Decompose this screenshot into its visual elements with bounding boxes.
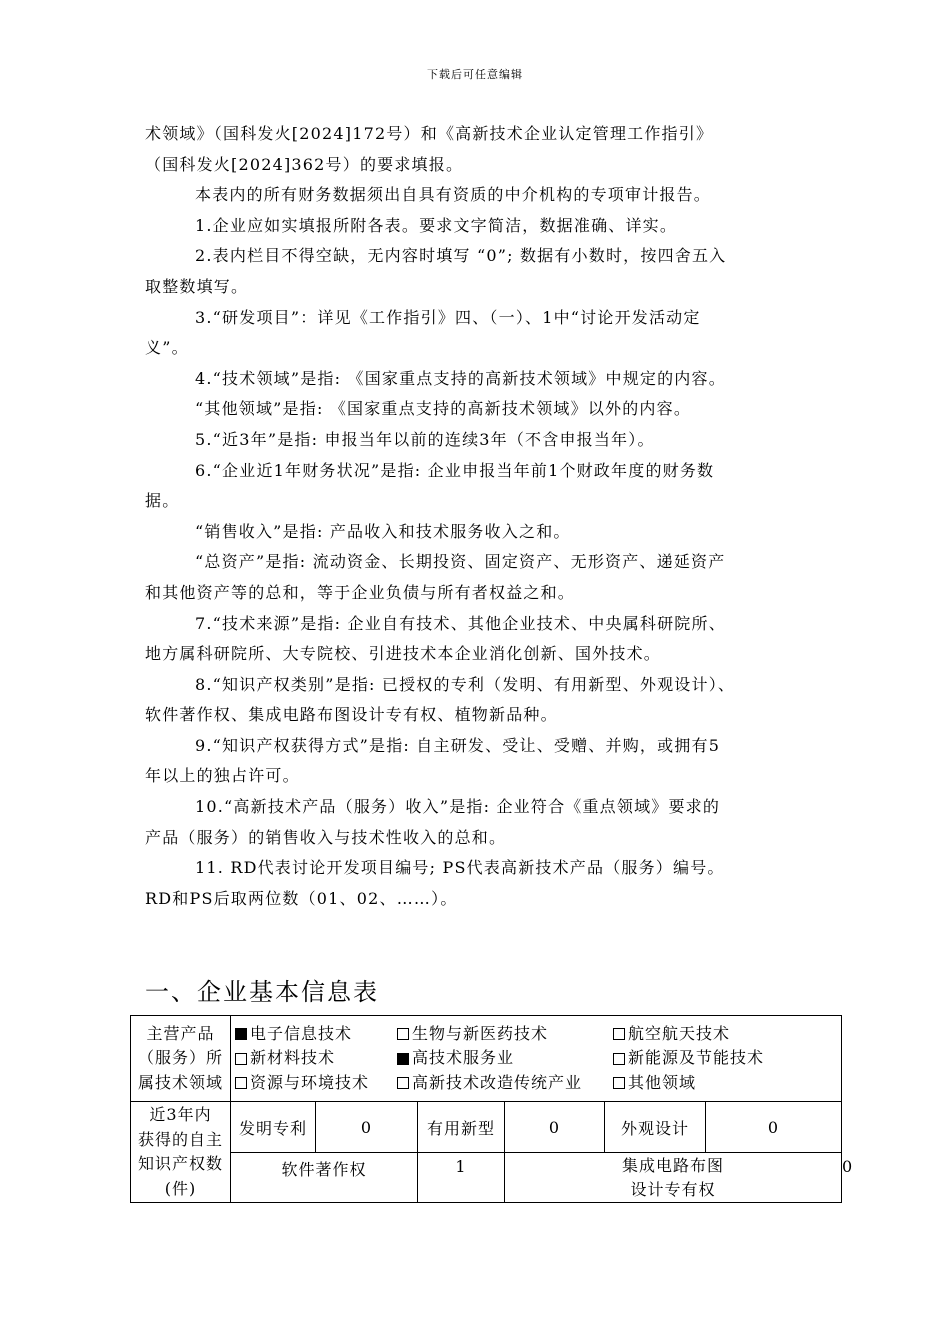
- text-line: “总资产”是指: 流动资金、长期投资、固定资产、无形资产、递延资产: [195, 552, 726, 572]
- software-copyright-value[interactable]: 1: [418, 1153, 505, 1203]
- text-line: 地方属科研院所、大专院校、引进技术本企业消化创新、国外技术。: [145, 644, 662, 664]
- design-patent-label: 外观设计: [605, 1102, 706, 1152]
- text-line: “其他领域”是指: 《国家重点支持的高新技术领域》以外的内容。: [195, 399, 692, 419]
- text-line: 术领域》（国科发火[2024]172号）和《高新技术企业认定管理工作指引》: [145, 124, 714, 143]
- design-patent-cell: [605, 1102, 842, 1153]
- checkbox[interactable]: [613, 1077, 625, 1089]
- section-title: 一、企业基本信息表: [145, 978, 379, 1006]
- field-option[interactable]: 高新技术改造传统产业: [397, 1071, 613, 1096]
- text-line: 8.“知识产权类别”是指: 已授权的专利（发明、有用新型、外观设计）、: [195, 674, 736, 694]
- field-option[interactable]: 高技术服务业: [397, 1046, 613, 1071]
- enterprise-info-table: 主营产品 （服务）所 属技术领域 电子信息技术 生物与新医药技术 航空航天技术 新材料技术 高技术服务业 新能源及节能技术 资源与环境技术 高新技术改造传统产业 其他领域 近3年内 获得的自主 知识产权数 (件) 发明专利 0 有用新型 0 外观设计 0 软件著作权 1 集成电路布图 设计专有权 0: [130, 1015, 842, 1203]
- field-option[interactable]: 生物与新医药技术: [397, 1022, 613, 1047]
- design-patent-value[interactable]: 0: [767, 1117, 780, 1137]
- text-line: 3.“研发项目”：详见《工作指引》四、（一）、1中“讨论开发活动定: [195, 307, 701, 327]
- invention-patent-value[interactable]: 0: [316, 1102, 418, 1153]
- text-line: 本表内的所有财务数据须出自具有资质的中介机构的专项审计报告。: [195, 185, 712, 205]
- field-option[interactable]: 其他领域: [613, 1071, 843, 1096]
- text-line: 5.“近3年”是指: 申报当年以前的连续3年（不含申报当年）。: [195, 429, 655, 449]
- checkbox[interactable]: [397, 1028, 409, 1040]
- text-line: 2.表内栏目不得空缺，无内容时填写 “0”; 数据有小数时，按四舍五入: [195, 246, 727, 266]
- text-line: 年以上的独占许可。: [145, 766, 300, 786]
- software-copyright-label: 软件著作权: [231, 1153, 418, 1203]
- text-line: 6.“企业近1年财务状况”是指: 企业申报当年前1个财政年度的财务数: [195, 460, 715, 480]
- text-line: 4.“技术领域”是指: 《国家重点支持的高新技术领域》中规定的内容。: [195, 368, 726, 388]
- text-line: 1.企业应如实填报所附各表。要求文字简洁，数据准确、详实。: [195, 215, 678, 235]
- field-option[interactable]: 新能源及节能技术: [613, 1046, 843, 1071]
- checkbox[interactable]: [613, 1053, 625, 1065]
- text-line: （国科发火[2024]362号）的要求填报。: [145, 154, 464, 174]
- text-line: 软件著作权、集成电路布图设计专有权、植物新品种。: [145, 705, 558, 725]
- text-line: 7.“技术来源”是指: 企业自有技术、其他企业技术、中央属科研院所、: [195, 613, 726, 633]
- invention-patent-label: 发明专利: [231, 1102, 316, 1153]
- field-option[interactable]: 新材料技术: [235, 1046, 397, 1071]
- text-line: “销售收入”是指: 产品收入和技术服务收入之和。: [195, 521, 571, 541]
- page-header-note: 下载后可任意编辑: [427, 68, 523, 81]
- checkbox[interactable]: [235, 1077, 247, 1089]
- text-line: 10.“高新技术产品（服务）收入”是指: 企业符合《重点领域》要求的: [195, 797, 721, 817]
- instructions-text: [145, 119, 825, 914]
- checkbox[interactable]: [397, 1053, 409, 1065]
- ip-count-label: 近3年内 获得的自主 知识产权数 (件): [131, 1102, 231, 1203]
- checkbox[interactable]: [235, 1028, 247, 1040]
- text-line: 11. RD代表讨论开发项目编号; PS代表高新技术产品（服务）编号。: [195, 858, 725, 878]
- text-line: 产品（服务）的销售收入与技术性收入的总和。: [145, 827, 507, 847]
- text-line: 义”。: [145, 338, 189, 358]
- text-line: 取整数填写。: [145, 276, 249, 296]
- text-line: RD和PS后取两位数（01、02、……）。: [145, 888, 458, 908]
- text-line: 据。: [145, 491, 180, 511]
- checkbox[interactable]: [235, 1053, 247, 1065]
- field-option[interactable]: 航空航天技术: [613, 1022, 843, 1047]
- ic-layout-label: 集成电路布图 设计专有权: [505, 1153, 842, 1203]
- checkbox[interactable]: [613, 1028, 625, 1040]
- text-line: 和其他资产等的总和，等于企业负债与所有者权益之和。: [145, 582, 576, 602]
- utility-model-value[interactable]: 0: [505, 1102, 605, 1153]
- tech-field-label: 主营产品 （服务）所 属技术领域: [131, 1016, 231, 1102]
- checkbox[interactable]: [397, 1077, 409, 1089]
- field-option[interactable]: 电子信息技术: [235, 1022, 397, 1047]
- field-option[interactable]: 资源与环境技术: [235, 1071, 397, 1096]
- text-line: 9.“知识产权获得方式”是指: 自主研发、受让、受赠、并购，或拥有5: [195, 735, 721, 755]
- tech-field-options: [231, 1016, 842, 1102]
- utility-model-label: 有用新型: [418, 1102, 505, 1153]
